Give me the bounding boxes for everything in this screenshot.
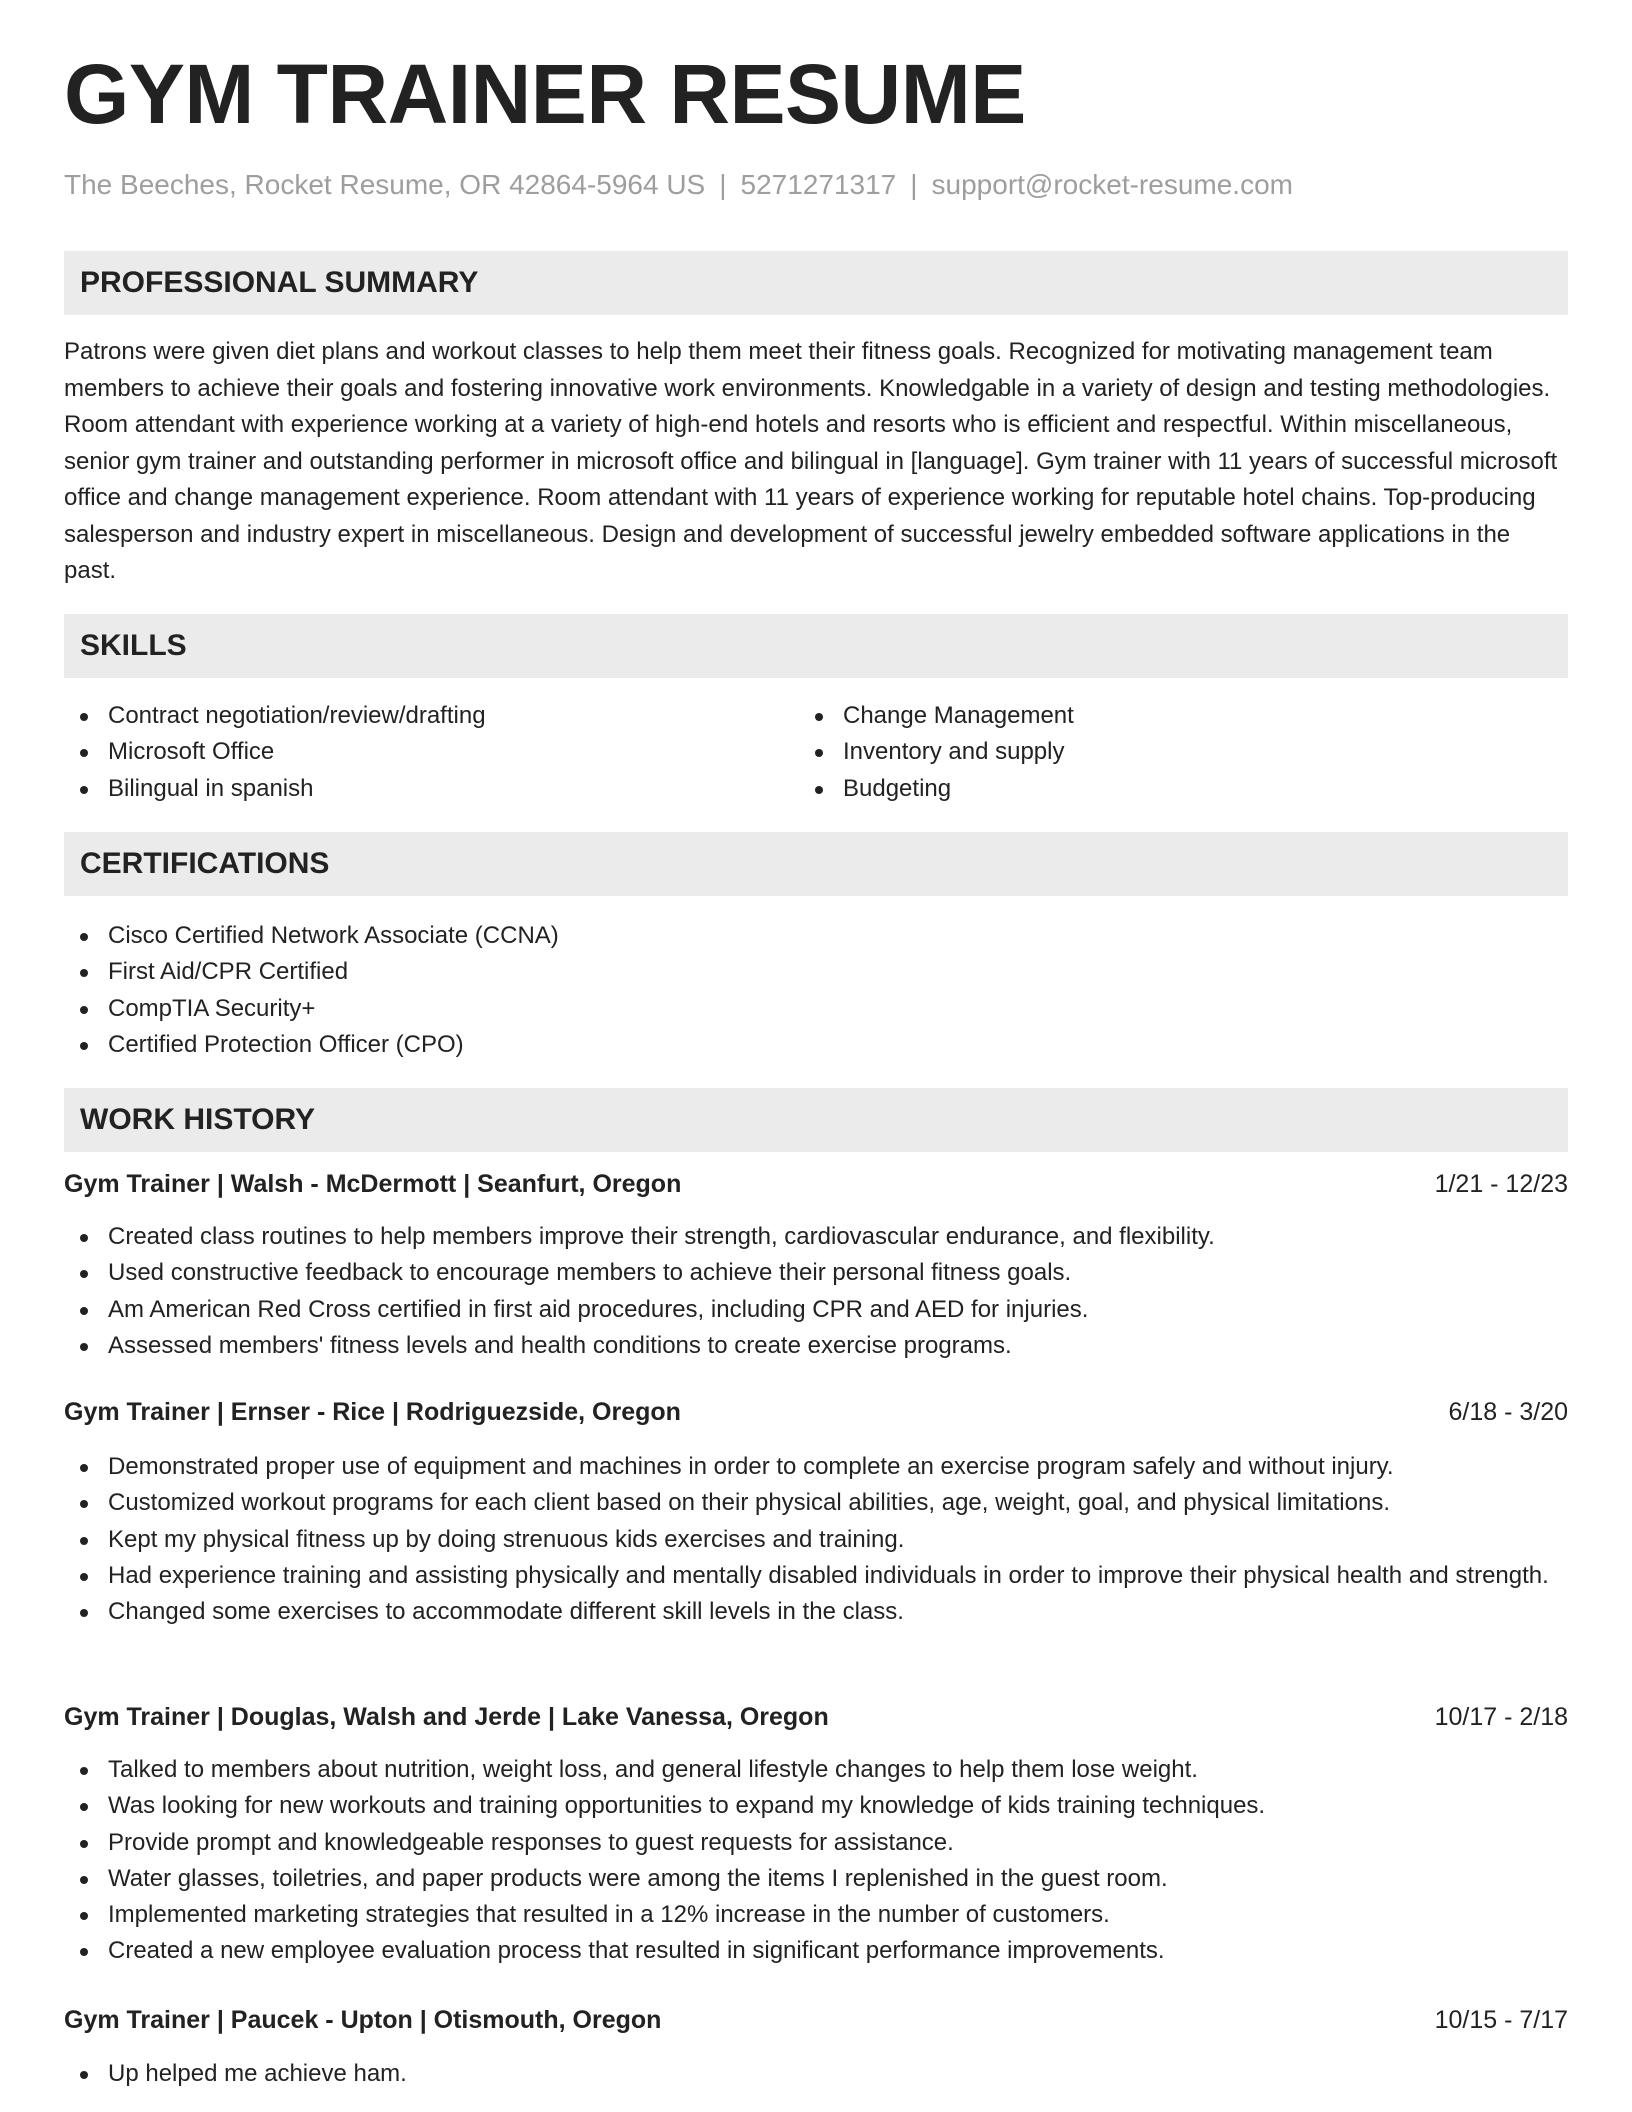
job-bullet: Was looking for new workouts and training opportunities to expand my knowledge of kids training techniques. xyxy=(64,1788,1568,1824)
job-bullet: Created a new employee evaluation process that resulted in significant performance improvements. xyxy=(64,1933,1568,1969)
job-bullet: Talked to members about nutrition, weight loss, and general lifestyle changes to help them lose weight. xyxy=(64,1752,1568,1788)
certification-item: Certified Protection Officer (CPO) xyxy=(64,1027,1568,1063)
certification-item: Cisco Certified Network Associate (CCNA) xyxy=(64,918,1568,954)
job-bullets xyxy=(64,2056,1568,2092)
summary-text: Patrons were given diet plans and workout classes to help them meet their fitness goals. Recognized for motivating management team members to achieve their goals and fostering innovative work environments. Knowledgable in a variety of design and testing methodologies. Room attendant with experience working at a variety of high-end hotels and resorts who is efficient and respectful. Within miscellaneous, senior gym trainer and outstanding performer in microsoft office and bilingual in [language]. Gym trainer with 11 years of successful microsoft office and change management experience. Room attendant with 11 years of experience working for reputable hotel chains. Top-producing salesperson and industry expert in miscellaneous. Design and development of successful jewelry embedded software applications in the past. xyxy=(64,338,1558,584)
job-title: Gym Trainer | Walsh - McDermott | Seanfurt, Oregon xyxy=(64,1170,682,1198)
contact-address: The Beeches, Rocket Resume, OR 42864-5964 US xyxy=(64,169,706,200)
job-bullet: Created class routines to help members improve their strength, cardiovascular endurance, and flexibility. xyxy=(64,1219,1568,1255)
contact-separator: | xyxy=(719,169,727,200)
certification-item: CompTIA Security+ xyxy=(64,991,1568,1027)
contact-line xyxy=(64,168,1293,202)
section-heading-skills: SKILLS xyxy=(64,614,1568,678)
job-dates: 1/21 - 12/23 xyxy=(1434,1170,1568,1198)
section-heading-certifications: CERTIFICATIONS xyxy=(64,832,1568,896)
job-bullet: Customized workout programs for each client based on their physical abilities, age, weight, goal, and physical limitations. xyxy=(64,1485,1568,1521)
job-header xyxy=(64,1396,1568,1428)
job-bullets xyxy=(64,1449,1568,1630)
skill-item: Inventory and supply xyxy=(799,734,1539,770)
job-bullet: Provide prompt and knowledgeable responses to guest requests for assistance. xyxy=(64,1825,1568,1861)
skill-item: Bilingual in spanish xyxy=(64,771,804,807)
certification-item: First Aid/CPR Certified xyxy=(64,954,1568,990)
job-bullet: Demonstrated proper use of equipment and machines in order to complete an exercise program safely and without injury. xyxy=(64,1449,1568,1485)
job-dates: 10/17 - 2/18 xyxy=(1434,1703,1568,1731)
skill-item: Microsoft Office xyxy=(64,734,804,770)
job-dates: 6/18 - 3/20 xyxy=(1448,1398,1568,1426)
contact-email[interactable]: support@rocket-resume.com xyxy=(931,169,1293,200)
certifications-list xyxy=(64,918,1568,1063)
skill-item: Contract negotiation/review/drafting xyxy=(64,698,804,734)
job-bullet: Implemented marketing strategies that resulted in a 12% increase in the number of customers. xyxy=(64,1897,1568,1933)
resume-title: GYM TRAINER RESUME xyxy=(64,47,1026,141)
section-heading-summary: PROFESSIONAL SUMMARY xyxy=(64,251,1568,315)
section-heading-work-history: WORK HISTORY xyxy=(64,1088,1568,1152)
job-bullet: Water glasses, toiletries, and paper products were among the items I replenished in the guest room. xyxy=(64,1861,1568,1897)
job-bullets xyxy=(64,1752,1568,1970)
job-bullet: Am American Red Cross certified in first aid procedures, including CPR and AED for injuries. xyxy=(64,1292,1568,1328)
job-bullet: Assessed members' fitness levels and health conditions to create exercise programs. xyxy=(64,1328,1568,1364)
job-bullet: Kept my physical fitness up by doing strenuous kids exercises and training. xyxy=(64,1522,1568,1558)
contact-separator: | xyxy=(910,169,918,200)
job-bullet: Had experience training and assisting physically and mentally disabled individuals in order to improve their physical health and strength. xyxy=(64,1558,1568,1594)
job-header xyxy=(64,1168,1568,1200)
skill-item: Change Management xyxy=(799,698,1539,734)
job-bullet: Up helped me achieve ham. xyxy=(64,2056,1568,2092)
job-title: Gym Trainer | Paucek - Upton | Otismouth, Oregon xyxy=(64,2006,662,2034)
job-bullet: Used constructive feedback to encourage members to achieve their personal fitness goals. xyxy=(64,1255,1568,1291)
skills-list-left xyxy=(64,698,804,807)
job-header xyxy=(64,1701,1568,1733)
job-bullets xyxy=(64,1219,1568,1364)
skill-item: Budgeting xyxy=(799,771,1539,807)
job-bullet: Changed some exercises to accommodate different skill levels in the class. xyxy=(64,1594,1568,1630)
job-header xyxy=(64,2004,1568,2036)
job-dates: 10/15 - 7/17 xyxy=(1434,2006,1568,2034)
skills-list-right xyxy=(799,698,1539,807)
job-title: Gym Trainer | Ernser - Rice | Rodriguezside, Oregon xyxy=(64,1398,681,1426)
contact-phone: 5271271317 xyxy=(740,169,897,200)
job-title: Gym Trainer | Douglas, Walsh and Jerde | Lake Vanessa, Oregon xyxy=(64,1703,829,1731)
